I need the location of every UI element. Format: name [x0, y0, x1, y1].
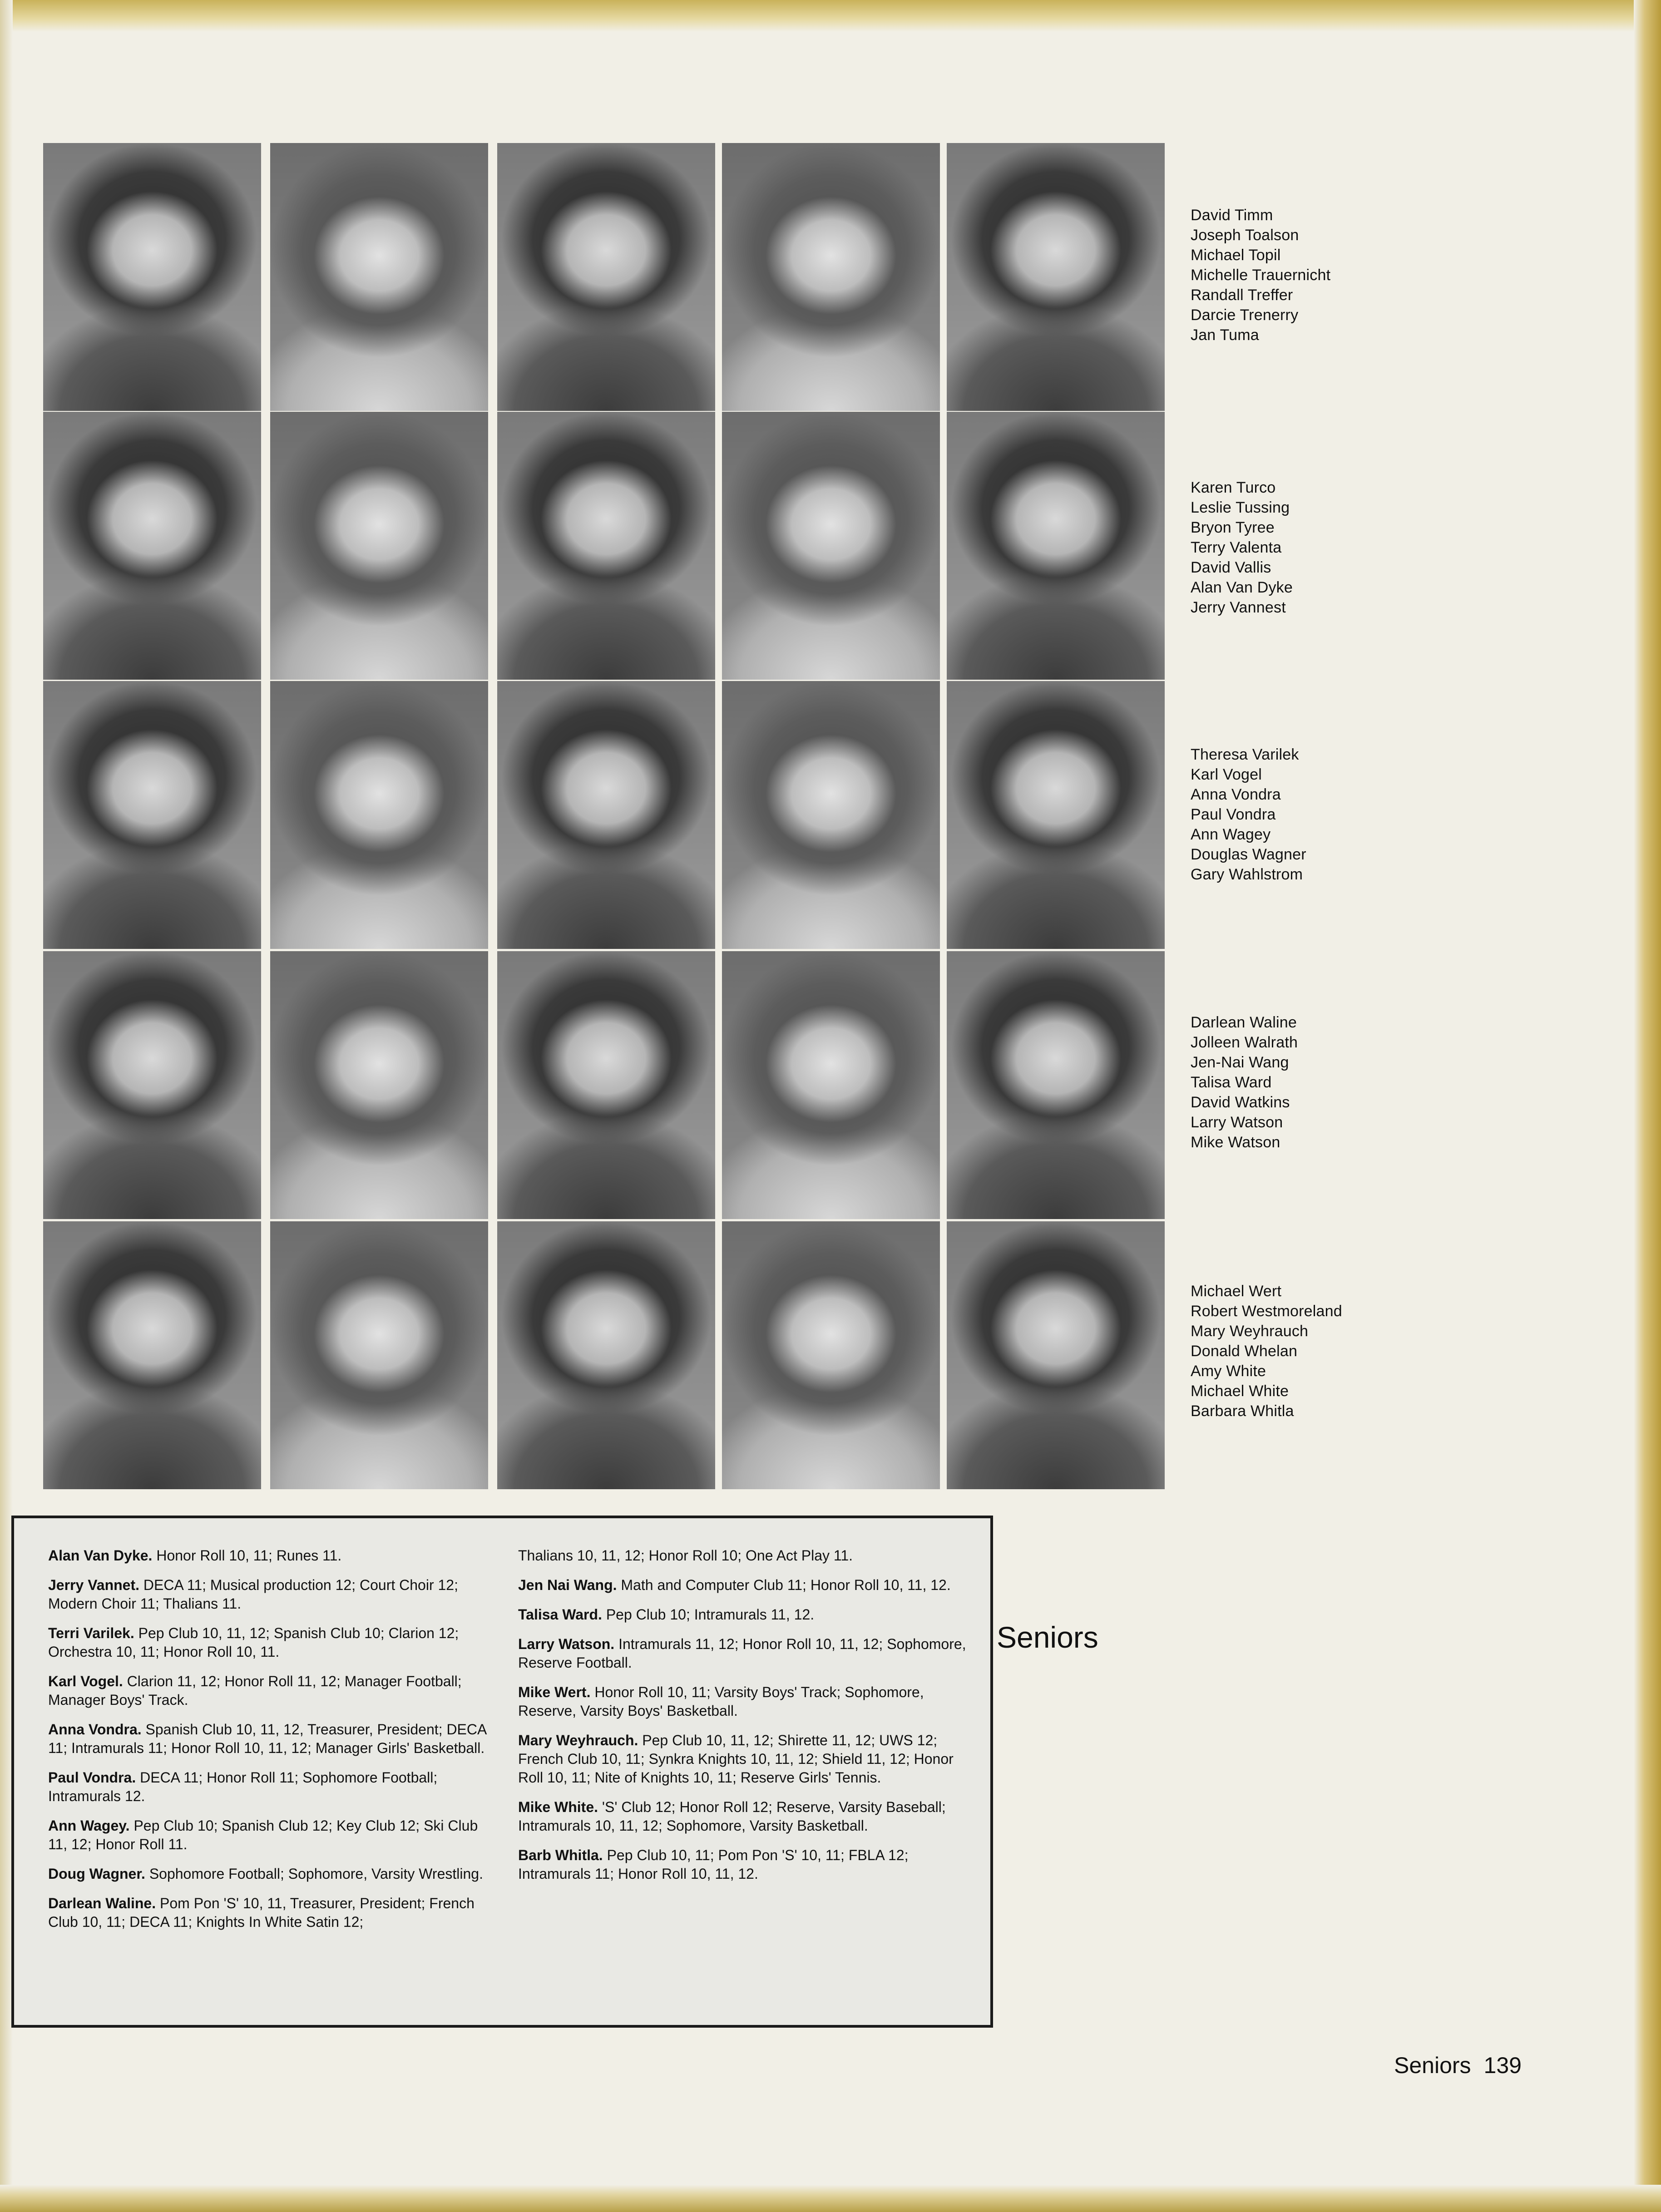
- caption-activities: Pep Club 10; Spanish Club 12; Key Club 12; Ski Club 11, 12; Honor Roll 11.: [48, 1817, 478, 1852]
- caption-column-left: [48, 1546, 498, 1942]
- portrait-photo: [497, 412, 715, 680]
- student-name: Karl Vogel: [1191, 766, 1262, 783]
- caption-entry: [48, 1894, 498, 1931]
- caption-student-name: Paul Vondra.: [48, 1769, 136, 1786]
- caption-entry: [48, 1768, 498, 1806]
- caption-activities: Intramurals 11, 12; Honor Roll 10, 11, 12; Sophomore, Reserve Football.: [518, 1636, 966, 1671]
- portrait-photo: [722, 412, 940, 680]
- caption-activities: Pep Club 10, 11, 12; Shirette 11, 12; UWS 12; French Club 10, 11; Synkra Knights 10, 11, 12; Shield 11, 12; Honor Roll 10, 11; Nite of Knights 10, 11; Reserve Girls' Tennis.: [518, 1732, 954, 1786]
- caption-entry: [48, 1817, 498, 1854]
- caption-student-name: Ann Wagey.: [48, 1817, 130, 1834]
- caption-student-name: Larry Watson.: [518, 1636, 615, 1652]
- page-footer: [1394, 2052, 1522, 2079]
- caption-entry: [48, 1865, 498, 1883]
- caption-activities: Honor Roll 10, 11; Runes 11.: [152, 1547, 342, 1564]
- portrait-photo: [43, 681, 261, 949]
- portrait-photo: [43, 412, 261, 680]
- student-name: Paul Vondra: [1191, 806, 1276, 823]
- portrait-photo: [947, 412, 1165, 680]
- caption-activities: Spanish Club 10, 11, 12, Treasurer, President; DECA 11; Intramurals 11; Honor Roll 10, 11, 12; Manager Girls' Basketball.: [48, 1721, 486, 1756]
- student-name: Darlean Waline: [1191, 1014, 1297, 1031]
- student-name: Mary Weyhrauch: [1191, 1323, 1309, 1340]
- portrait-photo: [270, 1221, 488, 1489]
- student-name: Jolleen Walrath: [1191, 1034, 1298, 1051]
- student-name: Jan Tuma: [1191, 326, 1259, 344]
- student-name: Barbara Whitla: [1191, 1402, 1294, 1420]
- caption-student-name: Mary Weyhrauch.: [518, 1732, 638, 1748]
- name-list: [1191, 478, 1445, 617]
- caption-entry: [518, 1605, 968, 1624]
- caption-box: [11, 1516, 993, 2028]
- portrait-row: [43, 681, 1167, 949]
- caption-entry: [518, 1683, 968, 1720]
- name-list: [1191, 1012, 1445, 1152]
- student-name: Douglas Wagner: [1191, 846, 1306, 863]
- caption-activities: Math and Computer Club 11; Honor Roll 10, 11, 12.: [617, 1577, 951, 1593]
- caption-entry: [48, 1624, 498, 1661]
- caption-entry: [518, 1798, 968, 1835]
- page-edge-top: [0, 0, 1661, 32]
- caption-student-name: Karl Vogel.: [48, 1673, 123, 1689]
- portrait-photo: [43, 1221, 261, 1489]
- caption-student-name: Talisa Ward.: [518, 1606, 602, 1623]
- caption-student-name: Jerry Vannet.: [48, 1577, 139, 1593]
- portrait-photo: [43, 143, 261, 411]
- caption-student-name: Barb Whitla.: [518, 1847, 603, 1863]
- caption-entry: [518, 1635, 968, 1672]
- caption-activities: Pep Club 10, 11; Pom Pon 'S' 10, 11; FBLA 12; Intramurals 11; Honor Roll 10, 11, 12.: [518, 1847, 909, 1882]
- student-name: Jen-Nai Wang: [1191, 1054, 1289, 1071]
- student-name: Joseph Toalson: [1191, 227, 1299, 244]
- name-list: [1191, 1281, 1445, 1421]
- caption-student-name: Doug Wagner.: [48, 1866, 145, 1882]
- caption-activities: DECA 11; Honor Roll 11; Sophomore Football; Intramurals 12.: [48, 1769, 438, 1804]
- name-list: [1191, 745, 1445, 884]
- caption-activities: Pep Club 10; Intramurals 11, 12.: [602, 1606, 815, 1623]
- portrait-photo: [270, 951, 488, 1219]
- student-name: Michael White: [1191, 1382, 1289, 1400]
- caption-activities: Sophomore Football; Sophomore, Varsity Wrestling.: [145, 1866, 483, 1882]
- caption-activities: Pom Pon 'S' 10, 11, Treasurer, President; French Club 10, 11; DECA 11; Knights In White Satin 12;: [48, 1895, 475, 1930]
- student-name: Larry Watson: [1191, 1114, 1283, 1131]
- caption-entry: [518, 1846, 968, 1883]
- portrait-photo: [497, 1221, 715, 1489]
- portrait-row: [43, 412, 1167, 680]
- student-name: Amy White: [1191, 1363, 1266, 1380]
- portrait-photo: [947, 951, 1165, 1219]
- portrait-photo: [947, 1221, 1165, 1489]
- page-edge-bottom: [0, 2185, 1661, 2212]
- student-name: Michael Topil: [1191, 247, 1281, 264]
- portrait-photo: [43, 951, 261, 1219]
- page-number: 139: [1483, 2053, 1522, 2078]
- student-name: Mike Watson: [1191, 1134, 1280, 1151]
- section-title: Seniors: [997, 1620, 1098, 1654]
- student-name: Alan Van Dyke: [1191, 579, 1293, 596]
- portrait-photo: [947, 681, 1165, 949]
- portrait-photo: [722, 951, 940, 1219]
- caption-entry: [518, 1576, 968, 1595]
- student-name: Anna Vondra: [1191, 786, 1281, 803]
- student-name: Bryon Tyree: [1191, 519, 1275, 536]
- caption-entry: [48, 1672, 498, 1709]
- caption-student-name: Alan Van Dyke.: [48, 1547, 153, 1564]
- student-name: Talisa Ward: [1191, 1074, 1272, 1091]
- portrait-row: [43, 143, 1167, 411]
- student-name: Ann Wagey: [1191, 826, 1271, 843]
- caption-entry: [48, 1546, 498, 1565]
- portrait-photo: [497, 143, 715, 411]
- footer-section-label: Seniors: [1394, 2053, 1471, 2078]
- page-edge-left: [0, 0, 13, 2212]
- caption-student-name: Anna Vondra.: [48, 1721, 142, 1738]
- caption-activities: Clarion 11, 12; Honor Roll 11, 12; Manager Football; Manager Boys' Track.: [48, 1673, 462, 1708]
- name-list: [1191, 205, 1445, 345]
- student-name: Karen Turco: [1191, 479, 1276, 496]
- portrait-photo: [947, 143, 1165, 411]
- caption-entry: [518, 1731, 968, 1787]
- caption-student-name: Mike Wert.: [518, 1684, 591, 1700]
- student-name: Leslie Tussing: [1191, 499, 1290, 516]
- caption-entry: [518, 1546, 968, 1565]
- page-edge-right: [1634, 0, 1661, 2212]
- caption-student-name: Jen Nai Wang.: [518, 1577, 617, 1593]
- portrait-photo: [722, 143, 940, 411]
- portrait-row: [43, 1221, 1167, 1489]
- student-name: David Vallis: [1191, 559, 1271, 576]
- student-name: Michelle Trauernicht: [1191, 267, 1331, 284]
- student-name: Terry Valenta: [1191, 539, 1282, 556]
- caption-student-name: Darlean Waline.: [48, 1895, 156, 1911]
- student-name: Michael Wert: [1191, 1283, 1282, 1300]
- portrait-photo: [270, 681, 488, 949]
- caption-student-name: Terri Varilek.: [48, 1625, 134, 1641]
- caption-activities: 'S' Club 12; Honor Roll 12; Reserve, Varsity Baseball; Intramurals 10, 11, 12; Sophomore, Varsity Basketball.: [518, 1799, 946, 1834]
- student-name: Randall Treffer: [1191, 286, 1293, 304]
- portrait-photo: [722, 681, 940, 949]
- portrait-photo: [722, 1221, 940, 1489]
- student-name: David Timm: [1191, 207, 1273, 224]
- caption-entry: [48, 1720, 498, 1758]
- student-name: Darcie Trenerry: [1191, 306, 1299, 324]
- portrait-photo: [497, 681, 715, 949]
- portrait-photo: [270, 412, 488, 680]
- student-name: Theresa Varilek: [1191, 746, 1299, 763]
- caption-activities: Pep Club 10, 11, 12; Spanish Club 10; Clarion 12; Orchestra 10, 11; Honor Roll 10, 11.: [48, 1625, 459, 1660]
- student-name: Jerry Vannest: [1191, 599, 1286, 616]
- portrait-row: [43, 951, 1167, 1219]
- caption-column-right: [518, 1546, 968, 1894]
- portrait-photo: [270, 143, 488, 411]
- caption-entry: [48, 1576, 498, 1613]
- student-name: Donald Whelan: [1191, 1343, 1298, 1360]
- student-name: Robert Westmoreland: [1191, 1303, 1342, 1320]
- caption-activities: Thalians 10, 11, 12; Honor Roll 10; One Act Play 11.: [518, 1547, 853, 1564]
- caption-student-name: Mike White.: [518, 1799, 598, 1815]
- student-name: Gary Wahlstrom: [1191, 866, 1303, 883]
- caption-activities: Honor Roll 10, 11; Varsity Boys' Track; Sophomore, Reserve, Varsity Boys' Basketball.: [518, 1684, 924, 1719]
- student-name: David Watkins: [1191, 1094, 1290, 1111]
- portrait-photo: [497, 951, 715, 1219]
- caption-activities: DECA 11; Musical production 12; Court Choir 12; Modern Choir 11; Thalians 11.: [48, 1577, 458, 1612]
